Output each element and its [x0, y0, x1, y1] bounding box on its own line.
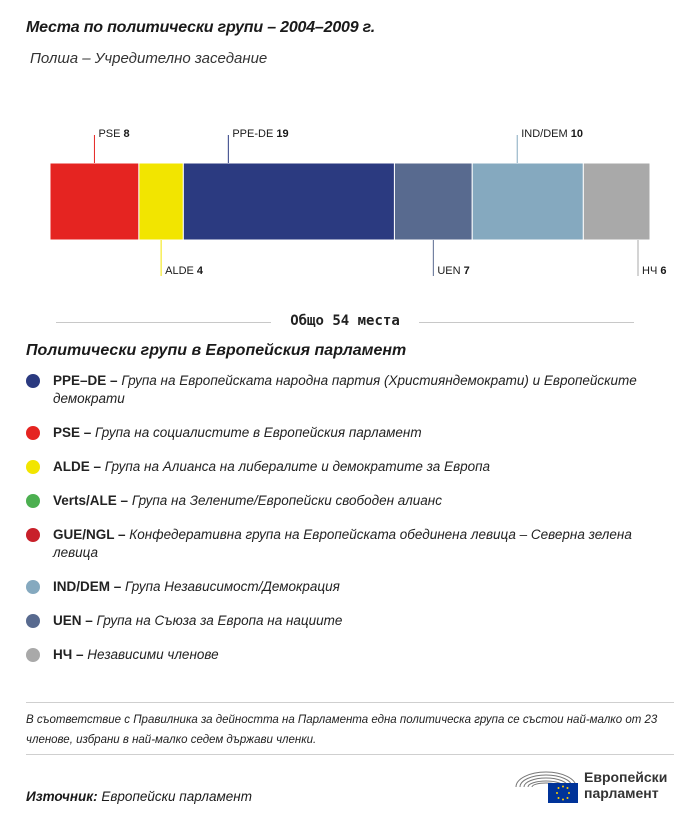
legend-abbr: PPE–DE –	[53, 373, 118, 388]
legend-text: Група на Съюза за Европа на нациите	[96, 613, 343, 628]
ep-logo-line1: Европейски	[584, 769, 668, 785]
ep-logo	[514, 765, 684, 805]
bar-pse	[50, 163, 139, 240]
legend-text: Група Независимост/Демокрация	[125, 579, 340, 594]
seats-bar-chart	[0, 110, 700, 290]
total-seats-label: Общо 54 места	[290, 313, 400, 329]
bar-label-alde: ALDE 4	[165, 265, 204, 277]
legend	[26, 372, 666, 664]
source-value: Европейски парламент	[101, 789, 252, 804]
legend-title: Политически групи в Европейския парламент	[26, 342, 407, 359]
total-seats-row	[56, 311, 634, 333]
legend-text: Група на Алианса на либералите и демократите за Европа	[104, 459, 491, 474]
legend-dot-gue-ngl	[26, 528, 40, 542]
legend-abbr: PSE –	[53, 425, 92, 440]
legend-dot-nch	[26, 648, 40, 662]
legend-abbr: Verts/ALE –	[53, 493, 129, 508]
legend-abbr: GUE/NGL –	[53, 527, 126, 542]
legend-abbr: НЧ –	[53, 647, 84, 662]
legend-dot-alde	[26, 460, 40, 474]
bar-label-ind-dem: IND/DEM 10	[521, 128, 583, 140]
legend-abbr: ALDE –	[53, 459, 102, 474]
chart-subtitle: Полша – Учредително заседание	[30, 50, 268, 67]
ep-logo-line2: парламент	[584, 785, 659, 801]
legend-text: Независими членове	[87, 647, 219, 662]
note-divider-bottom	[26, 754, 674, 755]
legend-item-ind-dem	[26, 578, 666, 596]
ep-logo-text	[584, 769, 667, 801]
legend-item-gue-ngl	[26, 526, 666, 562]
footnote: В съответствие с Правилника за дейността на Парламента една политическа група се състои най-малко от 23 членове, избрани в най-малко седем държави членки.	[26, 714, 658, 746]
source-line	[26, 789, 252, 804]
legend-item-ppe-de	[26, 372, 666, 408]
source-label: Източник:	[26, 789, 98, 804]
bar-alde	[139, 163, 183, 240]
chart-title: Места по политически групи – 2004–2009 г.	[26, 19, 376, 36]
legend-item-alde	[26, 458, 666, 476]
legend-text: Група на Зелените/Европейски свободен алианс	[131, 493, 442, 508]
legend-dot-ppe-de	[26, 374, 40, 388]
legend-dot-ind-dem	[26, 580, 40, 594]
legend-item-pse	[26, 424, 666, 442]
bar-label-нч: НЧ 6	[642, 265, 667, 277]
bar-нч	[583, 163, 650, 240]
legend-text: Група на социалистите в Европейския парламент	[95, 425, 422, 440]
legend-abbr: UEN –	[53, 613, 93, 628]
bar-ppe-de	[183, 163, 394, 240]
bar-ind-dem	[472, 163, 583, 240]
legend-dot-pse	[26, 426, 40, 440]
ep-hemicycle-icon	[514, 765, 580, 805]
bar-label-pse: PSE 8	[98, 128, 130, 140]
legend-item-nch	[26, 646, 666, 664]
legend-item-verts-ale	[26, 492, 666, 510]
legend-dot-uen	[26, 614, 40, 628]
legend-text: Група на Европейската народна партия (Християндемократи) и Европейските демократи	[53, 373, 637, 406]
bar-label-ppe-de: PPE-DE 19	[232, 128, 289, 140]
divider-right	[419, 322, 634, 323]
bar-uen	[394, 163, 472, 240]
legend-abbr: IND/DEM –	[53, 579, 122, 594]
note-divider-top	[26, 702, 674, 703]
legend-text: Конфедеративна група на Европейската обединена левица – Северна зелена левица	[53, 527, 632, 560]
legend-dot-verts-ale	[26, 494, 40, 508]
legend-item-uen	[26, 612, 666, 630]
bar-label-uen: UEN 7	[437, 265, 470, 277]
